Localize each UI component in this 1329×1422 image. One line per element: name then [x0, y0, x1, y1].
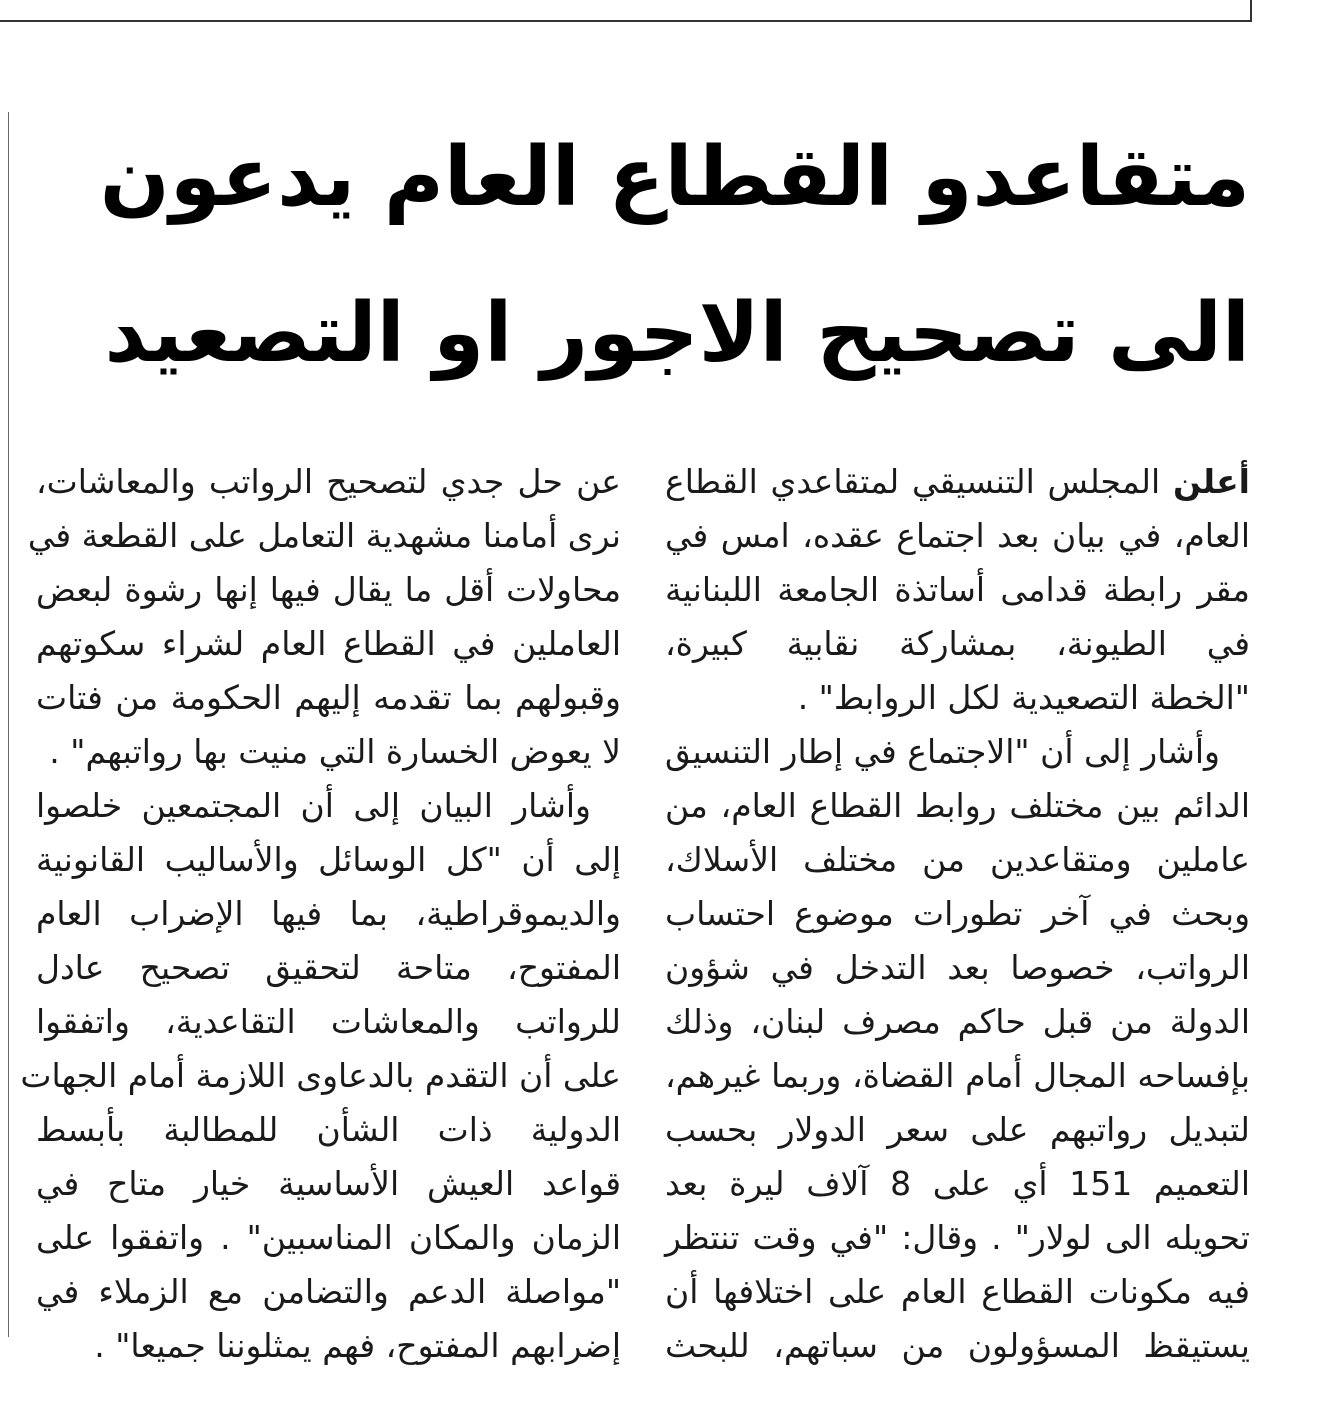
- article-line: العام، في بيان بعد اجتماع عقده، امس في: [665, 516, 1250, 555]
- article-line: إلى أن "كل الوسائل والأساليب القانونية: [36, 840, 621, 879]
- article-line: يستيقظ المسؤولون من سباتهم، للبحث: [665, 1326, 1250, 1365]
- headline: [99, 100, 1250, 412]
- article-line: للرواتب والمعاشات التقاعدية، واتفقوا: [36, 1002, 621, 1041]
- article-line: أعلن المجلس التنسيقي لمتقاعدي القطاع: [665, 462, 1250, 501]
- article-line: الدائم بين مختلف روابط القطاع العام، من: [665, 786, 1250, 825]
- article-column-left: [20, 455, 621, 1373]
- article-line: تحويله الى لولار" . وقال: "في وقت تنتظر: [665, 1218, 1250, 1257]
- article-line: لا يعوض الخسارة التي منيت بها رواتبهم" .: [49, 732, 621, 771]
- article-line: على أن التقدم بالدعاوى اللازمة أمام الجهات: [20, 1056, 621, 1095]
- article-line: وبحث في آخر تطورات موضوع احتساب: [665, 894, 1250, 933]
- article-line: نرى أمامنا مشهدية التعامل على القطعة في: [27, 516, 621, 555]
- article-line: العاملين في القطاع العام لشراء سكوتهم: [36, 624, 621, 663]
- article-line: لتبديل رواتبهم على سعر الدولار بحسب: [665, 1110, 1250, 1149]
- article-line: "مواصلة الدعم والتضامن مع الزملاء في: [36, 1272, 621, 1311]
- article-line: عاملين ومتقاعدين من مختلف الأسلاك،: [665, 840, 1250, 879]
- article-line: الزمان والمكان المناسبين" . واتفقوا على: [36, 1218, 621, 1257]
- article-line: في الطيونة، بمشاركة نقابية كبيرة،: [665, 624, 1250, 663]
- article-line: مقر رابطة قدامى أساتذة الجامعة اللبنانية: [665, 570, 1250, 609]
- article-line: إضرابهم المفتوح، فهم يمثلوننا جميعا" .: [94, 1326, 621, 1365]
- article-line: وقبولهم بما تقدمه إليهم الحكومة من فتات: [36, 678, 621, 717]
- top-frame-border: [0, 0, 1252, 22]
- article-line: الرواتب، خصوصا بعد التدخل في شؤون: [665, 948, 1250, 987]
- article-line: بإفساحه المجال أمام القضاة، وربما غيرهم،: [665, 1056, 1250, 1095]
- article-line: الدولية ذات الشأن للمطالبة بأبسط: [36, 1110, 621, 1149]
- article-line: محاولات أقل ما يقال فيها إنها رشوة لبعض: [36, 570, 621, 609]
- article-line: وأشار البيان إلى أن المجتمعين خلصوا: [36, 786, 591, 825]
- column-rule: [8, 112, 9, 1337]
- article-line: قواعد العيش الأساسية خيار متاح في: [36, 1164, 621, 1203]
- article-line: فيه مكونات القطاع العام على اختلافها أن: [665, 1272, 1250, 1311]
- article-line: وأشار إلى أن "الاجتماع في إطار التنسيق: [665, 732, 1220, 771]
- article-line: "الخطة التصعيدية لكل الروابط" .: [797, 678, 1250, 717]
- article-column-right: [665, 455, 1250, 1373]
- article-line: والديموقراطية، بما فيها الإضراب العام: [36, 894, 621, 933]
- article-line: التعميم 151 أي على 8 آلاف ليرة بعد: [665, 1164, 1250, 1203]
- article-line: المفتوح، متاحة لتحقيق تصحيح عادل: [36, 948, 621, 987]
- headline-line-2: الى تصحيح الاجور او التصعيد: [104, 286, 1250, 381]
- lead-word: أعلن: [1172, 462, 1250, 501]
- article-line: عن حل جدي لتصحيح الرواتب والمعاشات،: [36, 462, 621, 501]
- headline-line-1: متقاعدو القطاع العام يدعون: [99, 130, 1250, 225]
- article-line: الدولة من قبل حاكم مصرف لبنان، وذلك: [665, 1002, 1250, 1041]
